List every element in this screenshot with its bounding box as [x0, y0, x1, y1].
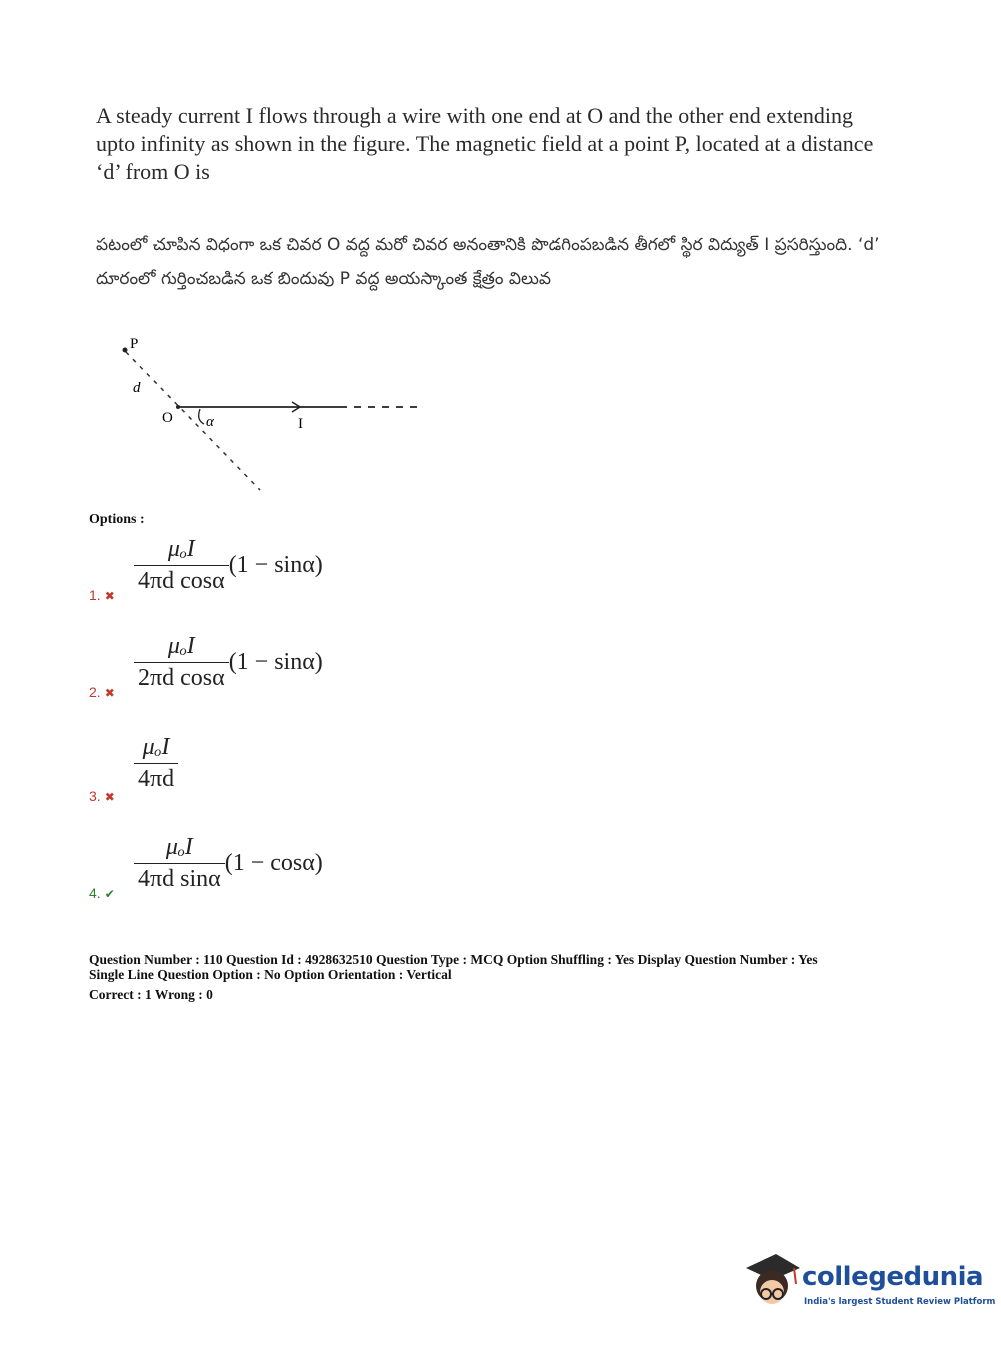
label-p: P — [130, 336, 139, 352]
question-text-telugu: పటంలో చూపిన విధంగా ఒక చివర O వద్ద మరో చివర అనంతానికి పొడగింపబడిన తీగలో స్థిర విద్యుత్ I ప్రసరిస్తుంది. ‘d’ దూరంలో గుర్తించబడిన ఒక బిందువు P వద్ద అయస్కాంత క్షేత్రం విలువ — [96, 235, 880, 289]
wire-figure — [100, 332, 430, 502]
cross-icon: ✖ — [104, 686, 115, 700]
cross-icon: ✖ — [104, 589, 115, 603]
option-3-numerator: μₒI — [142, 734, 170, 760]
option-3-formula — [134, 734, 178, 793]
label-i: I — [298, 416, 303, 432]
option-3-denominator: 4πd — [134, 763, 178, 793]
option-4-numerator: μₒI — [165, 834, 193, 860]
check-icon: ✔ — [104, 887, 115, 901]
label-o: O — [162, 410, 173, 426]
option-2-numerator: μₒI — [167, 633, 195, 659]
meta-line-3: Correct : 1 Wrong : 0 — [89, 987, 213, 1002]
logo-mascot-icon — [742, 1250, 802, 1316]
option-1-factor: (1 − sinα) — [228, 552, 323, 578]
label-d: d — [133, 380, 141, 396]
dashed-line-po — [126, 352, 260, 490]
option-2-denominator: 2πd cosα — [134, 662, 229, 692]
option-4-marker[interactable]: 4. ✔ — [89, 885, 115, 901]
option-1-formula — [134, 536, 323, 595]
option-2-marker[interactable]: 2. ✖ — [89, 684, 115, 700]
option-2-formula — [134, 633, 323, 692]
label-alpha: α — [206, 414, 214, 430]
option-4-factor: (1 − cosα) — [224, 850, 323, 876]
option-2-factor: (1 − sinα) — [228, 649, 323, 675]
option-4-denominator: 4πd sinα — [134, 863, 225, 893]
logo-tagline: India's largest Student Review Platform — [804, 1297, 996, 1307]
angle-arc — [199, 409, 204, 424]
meta-line-2: Single Line Question Option : No Option Orientation : Vertical — [89, 967, 452, 982]
cross-icon: ✖ — [104, 790, 115, 804]
question-text-english: A steady current I flows through a wire with one end at O and the other end extending upto infinity as shown in the figure. The magnetic field at a point P, located at a distance ‘d’ from O is — [96, 103, 874, 184]
collegedunia-logo[interactable] — [742, 1250, 996, 1320]
options-label: Options : — [89, 512, 145, 527]
option-4-formula — [134, 834, 323, 893]
logo-name: collegedunia — [802, 1262, 984, 1292]
option-3-marker[interactable]: 3. ✖ — [89, 788, 115, 804]
question-metadata — [89, 952, 919, 982]
option-1-numerator: μₒI — [167, 536, 195, 562]
meta-line-1: Question Number : 110 Question Id : 4928632510 Question Type : MCQ Option Shuffling : Yes Display Question Number : Yes — [89, 952, 818, 967]
option-1-denominator: 4πd cosα — [134, 565, 229, 595]
option-1-marker[interactable]: 1. ✖ — [89, 587, 115, 603]
